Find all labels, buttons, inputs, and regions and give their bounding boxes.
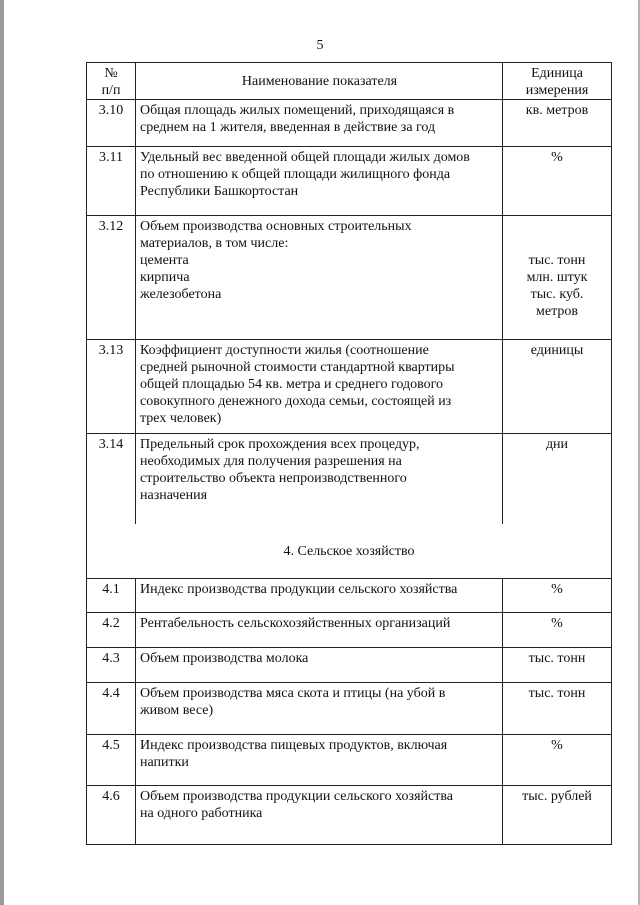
indicator-text-line: по отношению к общей площади жилищного фонда (140, 167, 451, 182)
row-number: 3.12 (87, 216, 136, 339)
unit-text-line (506, 235, 608, 252)
indicator-text-line: Республики Башкортостан (140, 184, 299, 199)
row-indicator-name (136, 434, 503, 524)
row-indicator-name (136, 613, 503, 647)
indicator-text-line: Объем производства продукции сельского хозяйства (140, 789, 453, 804)
table-row (87, 735, 611, 786)
unit-text-line: кв. метров (525, 103, 589, 118)
row-number: 4.2 (87, 613, 136, 647)
unit-text-line: % (551, 582, 563, 597)
indicator-text-line: Предельный срок прохождения всех процедур, (140, 437, 420, 452)
row-indicator-name (136, 216, 503, 339)
indicator-text-line: строительство объекта непроизводственного (140, 471, 407, 486)
row-indicator-name (136, 786, 503, 844)
scan-edge-left (0, 0, 4, 905)
indicator-text-line: на одного работника (140, 806, 263, 821)
indicator-text-line: общей площадью 54 кв. метра и среднего годового (140, 377, 444, 392)
row-unit (503, 683, 611, 734)
row-indicator-name (136, 648, 503, 682)
row-unit (503, 648, 611, 682)
unit-text-line: тыс. тонн (528, 651, 586, 666)
section-title: 4. Сельское хозяйство (283, 543, 415, 559)
table-row (87, 216, 611, 340)
row-unit (503, 579, 611, 612)
indicator-text-line: Объем производства основных строительных (140, 219, 412, 234)
indicator-text-line: Индекс производства продукции сельского хозяйства (140, 582, 458, 597)
row-unit (503, 613, 611, 647)
row-number: 4.1 (87, 579, 136, 612)
indicator-text-line: Коэффициент доступности жилья (соотношение (140, 343, 429, 358)
indicators-table (86, 62, 612, 845)
row-unit (503, 216, 611, 339)
unit-text-line: % (551, 616, 563, 631)
indicator-text-line: назначения (140, 488, 208, 503)
header-unit: Единица измерения (525, 66, 589, 98)
row-unit (503, 434, 611, 524)
indicator-text-line: материалов, в том числе: (140, 236, 289, 251)
unit-text-line: единицы (530, 343, 584, 358)
page-number: 5 (316, 38, 324, 53)
unit-text-line: дни (545, 437, 569, 452)
table-row (87, 147, 611, 216)
table-row (87, 683, 611, 735)
indicator-text-line: кирпича (140, 270, 190, 285)
table-row (87, 613, 611, 648)
row-indicator-name (136, 100, 503, 146)
row-number: 3.14 (87, 434, 136, 524)
row-unit (503, 786, 611, 844)
indicator-text-line: живом весе) (140, 703, 214, 718)
indicator-text-line: среднем на 1 жителя, введенная в действие за год (140, 120, 436, 135)
row-number: 4.4 (87, 683, 136, 734)
indicator-text-line: Удельный вес введенной общей площади жилых домов (140, 150, 470, 165)
unit-text-line: тыс. тонн (528, 686, 586, 701)
unit-text-line: млн. штук (526, 270, 588, 285)
header-number: № п/п (87, 63, 136, 99)
indicator-text-line: совокупного денежного дохода семьи, состоящей из (140, 394, 452, 409)
row-indicator-name (136, 735, 503, 785)
row-unit (503, 100, 611, 146)
indicator-text-line: железобетона (140, 287, 222, 302)
indicator-text-line: Рентабельность сельскохозяйственных организаций (140, 616, 451, 631)
table-row (87, 579, 611, 613)
row-unit (503, 735, 611, 785)
row-number: 4.6 (87, 786, 136, 844)
indicator-text-line: цемента (140, 253, 189, 268)
row-number: 3.13 (87, 340, 136, 433)
indicator-text-line: Общая площадь жилых помещений, приходящаяся в (140, 103, 455, 118)
unit-text-line: % (551, 738, 563, 753)
row-unit (503, 147, 611, 215)
unit-text-line: тыс. тонн (528, 253, 586, 268)
indicator-text-line: необходимых для получения разрешения на (140, 454, 402, 469)
row-indicator-name (136, 579, 503, 612)
row-indicator-name (136, 340, 503, 433)
row-number: 4.3 (87, 648, 136, 682)
unit-text-line: тыс. рублей (522, 789, 592, 804)
table-row (87, 100, 611, 147)
row-unit (503, 340, 611, 433)
indicator-text-line: средней рыночной стоимости стандартной квартиры (140, 360, 455, 375)
unit-text-line: метров (536, 304, 578, 319)
table-row (87, 786, 611, 844)
indicator-text-line: Объем производства молока (140, 651, 309, 666)
indicator-text-line: трех человек) (140, 411, 222, 426)
unit-text-line: % (551, 150, 563, 165)
unit-text-line: тыс. куб. (530, 287, 584, 302)
header-indicator-name: Наименование показателя (136, 63, 503, 99)
table-header-row (87, 63, 611, 100)
table-row (87, 648, 611, 683)
table-row (87, 340, 611, 434)
section-heading-row (87, 524, 611, 579)
unit-text-line (506, 218, 608, 235)
indicator-text-line: Объем производства мяса скота и птицы (на убой в (140, 686, 446, 701)
row-indicator-name (136, 683, 503, 734)
row-indicator-name (136, 147, 503, 215)
indicator-text-line: напитки (140, 755, 189, 770)
row-number: 4.5 (87, 735, 136, 785)
row-number: 3.11 (87, 147, 136, 215)
indicator-text-line: Индекс производства пищевых продуктов, включая (140, 738, 448, 753)
table-row (87, 434, 611, 524)
row-number: 3.10 (87, 100, 136, 146)
